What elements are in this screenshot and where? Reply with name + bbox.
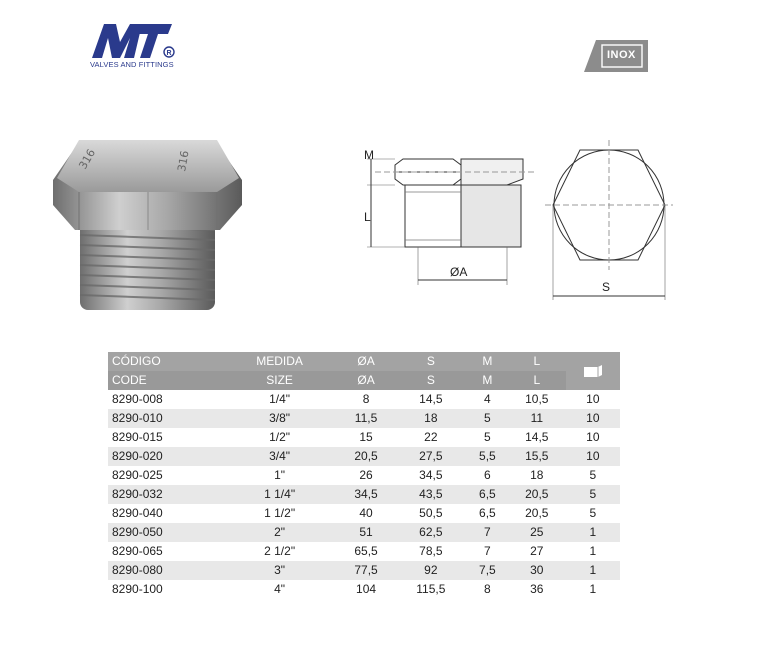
- cell-code: 8290-040: [108, 504, 222, 523]
- col-size-es: MEDIDA: [222, 352, 337, 371]
- cell-pack: 1: [566, 523, 620, 542]
- cell-m: 6: [467, 466, 508, 485]
- col-pack: [566, 352, 620, 390]
- cell-m: 7,5: [467, 561, 508, 580]
- dim-label-l: L: [364, 210, 371, 224]
- cell-a: 104: [337, 580, 395, 599]
- inox-label: INOX: [607, 49, 636, 61]
- cell-size: 1": [222, 466, 337, 485]
- cell-code: 8290-025: [108, 466, 222, 485]
- table-row: [108, 542, 620, 561]
- box-icon: [582, 364, 604, 378]
- cell-pack: 1: [566, 580, 620, 599]
- cell-pack: 1: [566, 542, 620, 561]
- cell-m: 5,5: [467, 447, 508, 466]
- svg-text:316: 316: [76, 146, 99, 172]
- table-row: [108, 561, 620, 580]
- col-m-en: M: [467, 371, 508, 390]
- cell-m: 8: [467, 580, 508, 599]
- cell-m: 7: [467, 542, 508, 561]
- table-header-es: [108, 352, 620, 371]
- table-row: [108, 523, 620, 542]
- cell-l: 11: [508, 409, 566, 428]
- cell-a: 51: [337, 523, 395, 542]
- cell-a: 65,5: [337, 542, 395, 561]
- cell-s: 22: [395, 428, 467, 447]
- col-m-es: M: [467, 352, 508, 371]
- cell-m: 4: [467, 390, 508, 409]
- spec-table: [108, 352, 620, 599]
- col-a-es: ØA: [337, 352, 395, 371]
- col-s-es: S: [395, 352, 467, 371]
- cell-l: 25: [508, 523, 566, 542]
- col-a-en: ØA: [337, 371, 395, 390]
- cell-l: 20,5: [508, 485, 566, 504]
- col-size-en: SIZE: [222, 371, 337, 390]
- cell-a: 77,5: [337, 561, 395, 580]
- cell-pack: 10: [566, 409, 620, 428]
- cell-a: 26: [337, 466, 395, 485]
- cell-code: 8290-020: [108, 447, 222, 466]
- cell-s: 18: [395, 409, 467, 428]
- col-s-en: S: [395, 371, 467, 390]
- dim-label-a: ØA: [450, 265, 468, 279]
- cell-code: 8290-065: [108, 542, 222, 561]
- cell-code: 8290-015: [108, 428, 222, 447]
- cell-a: 40: [337, 504, 395, 523]
- cell-pack: 5: [566, 485, 620, 504]
- cell-s: 115,5: [395, 580, 467, 599]
- cell-l: 15,5: [508, 447, 566, 466]
- cell-s: 34,5: [395, 466, 467, 485]
- cell-m: 7: [467, 523, 508, 542]
- cell-size: 1/4": [222, 390, 337, 409]
- col-code-es: CÓDIGO: [108, 352, 222, 371]
- dim-label-m: M: [364, 148, 374, 162]
- hex-plug-photo: [45, 120, 250, 325]
- cell-l: 18: [508, 466, 566, 485]
- cell-pack: 5: [566, 504, 620, 523]
- cell-l: 20,5: [508, 504, 566, 523]
- cell-code: 8290-008: [108, 390, 222, 409]
- svg-text:316: 316: [175, 149, 192, 173]
- cell-s: 14,5: [395, 390, 467, 409]
- cell-m: 6,5: [467, 504, 508, 523]
- table-row: [108, 504, 620, 523]
- cell-code: 8290-010: [108, 409, 222, 428]
- cell-a: 34,5: [337, 485, 395, 504]
- cell-m: 5: [467, 409, 508, 428]
- cell-pack: 1: [566, 561, 620, 580]
- col-l-es: L: [508, 352, 566, 371]
- table-header-en: [108, 371, 620, 390]
- table-row: [108, 428, 620, 447]
- cell-code: 8290-032: [108, 485, 222, 504]
- cell-s: 78,5: [395, 542, 467, 561]
- technical-drawing: [355, 130, 675, 305]
- cell-size: 2": [222, 523, 337, 542]
- cell-pack: 10: [566, 428, 620, 447]
- cell-size: 3/8": [222, 409, 337, 428]
- cell-s: 27,5: [395, 447, 467, 466]
- cell-size: 1 1/4": [222, 485, 337, 504]
- cell-a: 20,5: [337, 447, 395, 466]
- cell-size: 4": [222, 580, 337, 599]
- cell-a: 8: [337, 390, 395, 409]
- cell-s: 92: [395, 561, 467, 580]
- cell-pack: 10: [566, 390, 620, 409]
- table-row: [108, 485, 620, 504]
- table-row: [108, 390, 620, 409]
- table-row: [108, 466, 620, 485]
- svg-text:R: R: [166, 50, 172, 57]
- table-row: [108, 447, 620, 466]
- cell-size: 3": [222, 561, 337, 580]
- cell-pack: 10: [566, 447, 620, 466]
- cell-l: 14,5: [508, 428, 566, 447]
- cell-l: 36: [508, 580, 566, 599]
- brand-tagline: VALVES AND FITTINGS: [90, 60, 174, 69]
- cell-size: 3/4": [222, 447, 337, 466]
- cell-a: 15: [337, 428, 395, 447]
- cell-size: 1/2": [222, 428, 337, 447]
- cell-s: 43,5: [395, 485, 467, 504]
- table-row: [108, 580, 620, 599]
- dim-label-s: S: [602, 280, 611, 294]
- cell-size: 1 1/2": [222, 504, 337, 523]
- cell-size: 2 1/2": [222, 542, 337, 561]
- cell-l: 30: [508, 561, 566, 580]
- cell-a: 11,5: [337, 409, 395, 428]
- cell-code: 8290-050: [108, 523, 222, 542]
- cell-pack: 5: [566, 466, 620, 485]
- cell-code: 8290-080: [108, 561, 222, 580]
- table-body: [108, 390, 620, 599]
- col-code-en: CODE: [108, 371, 222, 390]
- cell-l: 27: [508, 542, 566, 561]
- cell-s: 50,5: [395, 504, 467, 523]
- cell-s: 62,5: [395, 523, 467, 542]
- cell-m: 6,5: [467, 485, 508, 504]
- table-row: [108, 409, 620, 428]
- col-l-en: L: [508, 371, 566, 390]
- cell-code: 8290-100: [108, 580, 222, 599]
- cell-l: 10,5: [508, 390, 566, 409]
- cell-m: 5: [467, 428, 508, 447]
